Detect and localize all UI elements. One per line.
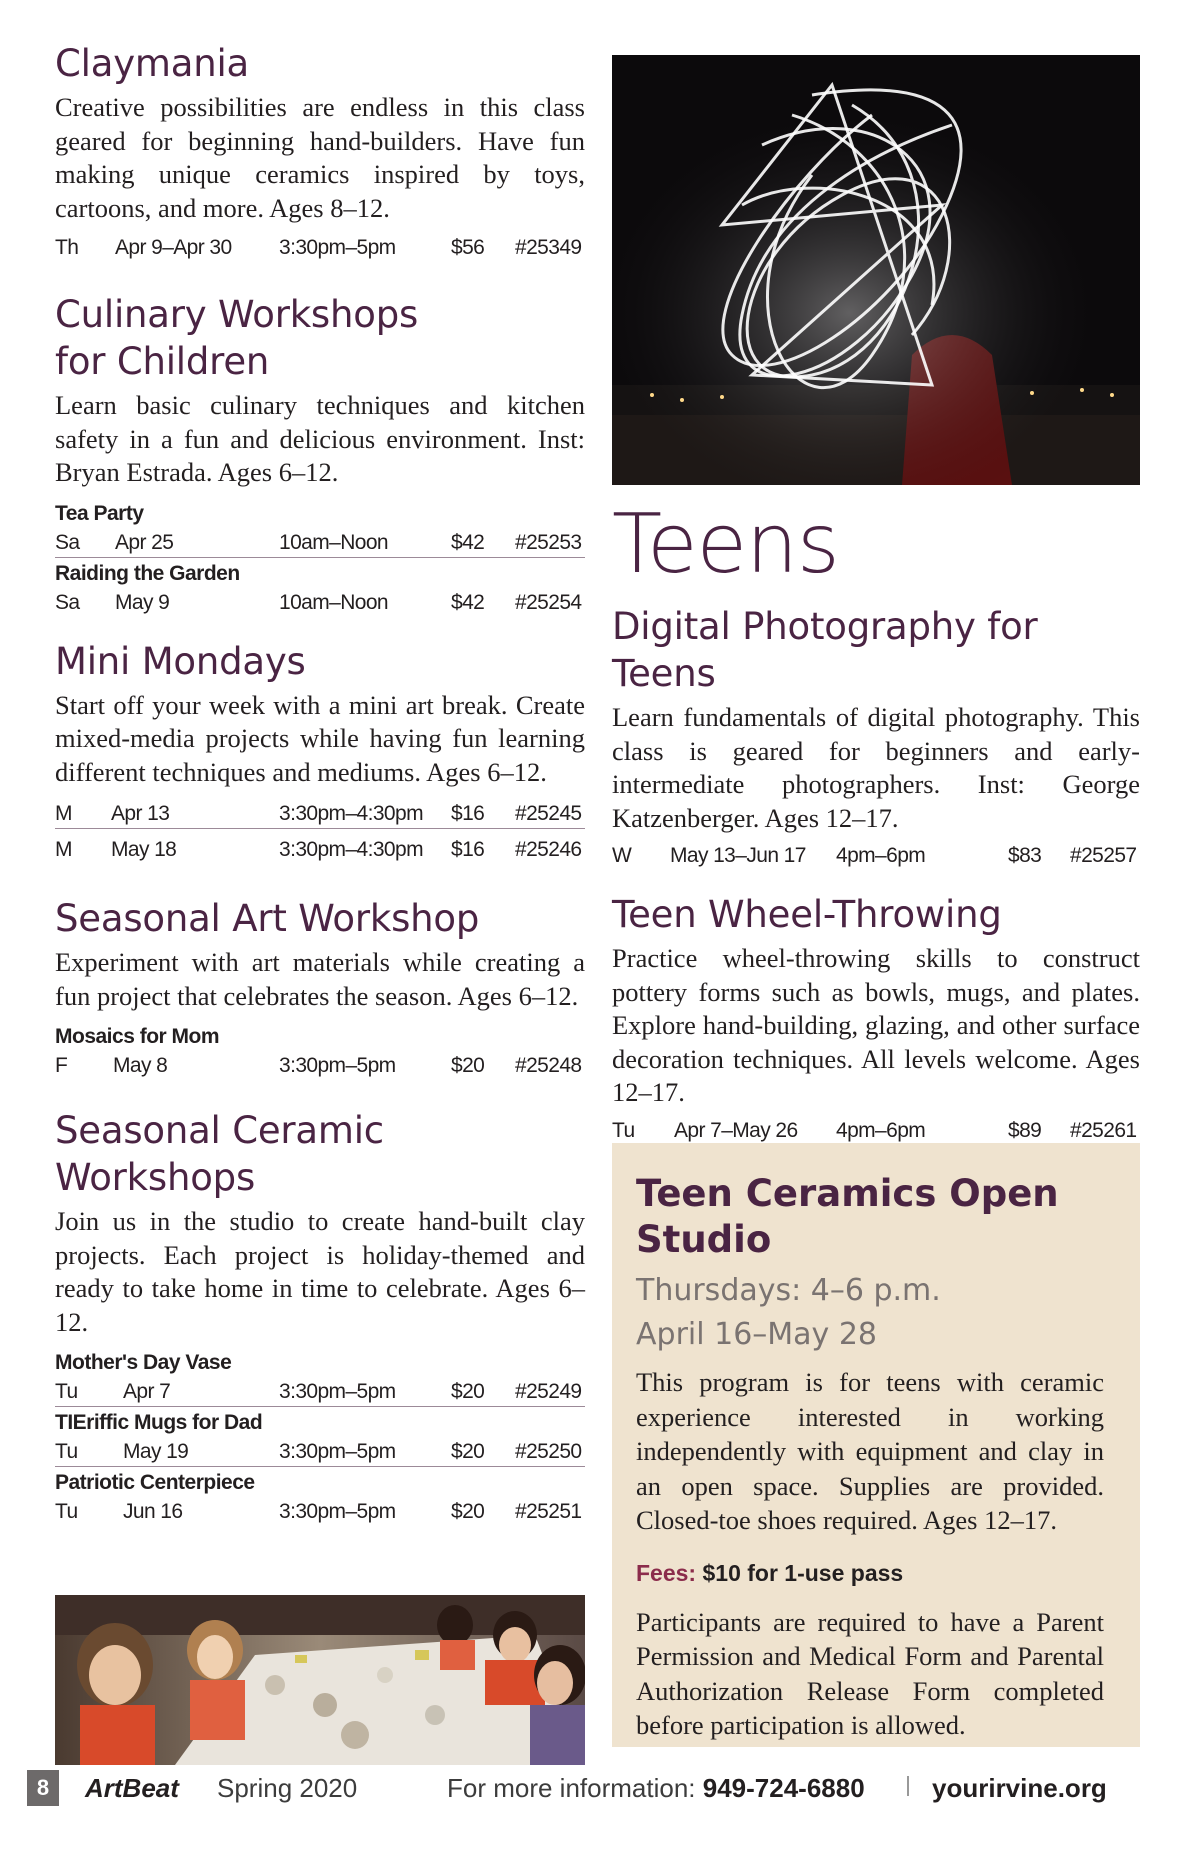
session-name: Raiding the Garden	[55, 561, 240, 585]
class-code: #25253	[515, 530, 582, 554]
class-row	[612, 841, 1140, 871]
contact-info	[447, 1770, 865, 1806]
session-name: Patriotic Centerpiece	[55, 1471, 255, 1494]
light-painting-photo	[612, 55, 1140, 485]
class-time: 3:30pm–4:30pm	[279, 838, 423, 861]
class-code: #25249	[515, 1380, 582, 1403]
claymania-title: Claymania	[55, 42, 250, 85]
class-row	[55, 588, 585, 618]
class-day: Th	[55, 236, 79, 259]
digital-photography-description: Learn fundamentals of digital photography. This class is geared for beginners and early-intermediate photographers. Inst: George Katzenberger. Ages 12–17.	[612, 702, 1140, 833]
class-day: Tu	[55, 1440, 78, 1463]
seasonal-ceramic-description: Join us in the studio to create hand-built clay projects. Each project is holiday-themed and ready to take home in time to celebrate. Ages 6–12.	[55, 1206, 585, 1337]
website-link[interactable]: yourirvine.org	[932, 1773, 1107, 1803]
class-date: May 18	[111, 838, 177, 861]
open-studio-box	[612, 1143, 1140, 1747]
class-day: Sa	[55, 590, 80, 614]
teens-section-title: Teens	[612, 497, 839, 592]
fees-label: Fees:	[636, 1559, 697, 1586]
class-date: May 8	[113, 1054, 168, 1077]
class-day: Tu	[612, 1118, 635, 1142]
class-date: Jun 16	[123, 1500, 183, 1523]
info-label: For more information:	[447, 1773, 696, 1803]
open-studio-note: Participants are required to have a Parent Permission and Medical Form and Parental Authorization Release Form completed before participation is allowed.	[636, 1606, 1104, 1740]
issue-season: Spring 2020	[217, 1773, 358, 1803]
class-row	[55, 799, 585, 829]
class-row	[55, 233, 585, 263]
class-fee: $20	[451, 1380, 485, 1403]
right-column	[612, 495, 1140, 1146]
class-time: 3:30pm–5pm	[279, 1440, 396, 1463]
class-day: M	[55, 838, 72, 861]
class-fee: $56	[451, 236, 485, 259]
class-day: W	[612, 844, 632, 867]
class-fee: $42	[451, 530, 485, 554]
claymania-description: Creative possibilities are endless in this class geared for beginning hand-builders. Have fun making unique ceramics inspired by toys, cartoons, and more. Ages 8–12.	[55, 92, 585, 223]
class-time: 3:30pm–5pm	[279, 1054, 396, 1077]
class-date: May 9	[115, 590, 170, 614]
class-row	[55, 528, 585, 558]
culinary-section	[55, 291, 585, 618]
class-code: #25246	[515, 838, 582, 861]
class-time: 4pm–6pm	[836, 844, 926, 867]
class-row	[55, 1497, 585, 1527]
culinary-title-line1: Culinary Workshops	[55, 293, 419, 336]
session-name: Mosaics for Mom	[55, 1025, 220, 1048]
class-fee: $89	[1008, 1118, 1042, 1142]
open-studio-fees	[636, 1560, 1104, 1587]
class-row	[612, 1116, 1140, 1146]
class-date: Apr 7–May 26	[674, 1118, 798, 1142]
class-row	[55, 1377, 585, 1407]
class-time: 3:30pm–5pm	[279, 1380, 396, 1403]
mini-mondays-title: Mini Mondays	[55, 639, 306, 683]
magazine-name: ArtBeat	[85, 1773, 179, 1803]
mini-mondays-description: Start off your week with a mini art break. Create mixed-media projects while having fun learning different techniques and mediums. Ages 6–12.	[55, 689, 585, 787]
seasonal-ceramic-title: Seasonal Ceramic Workshops	[55, 1109, 384, 1199]
wheel-throwing-title: Teen Wheel-Throwing	[612, 893, 1002, 936]
culinary-title	[55, 291, 585, 385]
class-date: Apr 25	[115, 530, 174, 554]
class-day: M	[55, 802, 72, 825]
digital-photography-title: Digital Photography for Teens	[612, 605, 1038, 695]
class-fee: $16	[451, 802, 485, 825]
left-column	[55, 40, 585, 1527]
page-footer	[27, 1770, 1173, 1806]
mini-mondays-section	[55, 638, 585, 866]
class-fee: $20	[451, 1500, 485, 1523]
open-studio-schedule-days: Thursdays: 4–6 p.m.	[636, 1273, 941, 1308]
seasonal-ceramic-section	[55, 1107, 585, 1527]
phone-number: 949-724-6880	[702, 1773, 865, 1803]
class-code: #25257	[1070, 844, 1137, 867]
session-name: Tea Party	[55, 501, 144, 525]
culinary-title-line2: for Children	[55, 340, 270, 383]
class-code: #25245	[515, 802, 582, 825]
children-ceramics-photo	[55, 1595, 585, 1765]
seasonal-art-title: Seasonal Art Workshop	[55, 897, 480, 940]
class-row	[55, 1051, 585, 1081]
class-time: 3:30pm–5pm	[279, 1500, 396, 1523]
class-code: #25261	[1070, 1118, 1137, 1142]
open-studio-description: This program is for teens with ceramic experience interested in working independently with equipment and clay in an open space. Supplies are provided. Closed-toe shoes required. Ages 12–17.	[636, 1367, 1104, 1535]
class-time: 3:30pm–5pm	[279, 236, 396, 259]
class-fee: $20	[451, 1440, 485, 1463]
class-date: May 19	[123, 1440, 189, 1463]
class-date: Apr 7	[123, 1380, 171, 1403]
fees-value: $10 for 1-use pass	[702, 1559, 904, 1586]
class-fee: $20	[451, 1054, 485, 1077]
class-time: 3:30pm–4:30pm	[279, 802, 423, 825]
class-code: #25248	[515, 1054, 582, 1077]
class-date: May 13–Jun 17	[670, 844, 806, 867]
class-day: Tu	[55, 1380, 78, 1403]
class-time: 10am–Noon	[279, 590, 389, 614]
seasonal-art-section	[55, 895, 585, 1081]
class-day: Tu	[55, 1500, 78, 1523]
class-day: F	[55, 1054, 68, 1077]
class-code: #25349	[515, 236, 582, 259]
seasonal-art-description: Experiment with art materials while creating a fun project that celebrates the season. Ages 6–12.	[55, 947, 585, 1011]
open-studio-schedule-dates: April 16–May 28	[636, 1317, 878, 1352]
class-code: #25254	[515, 590, 582, 614]
class-row	[55, 1437, 585, 1467]
wheel-throwing-description: Practice wheel-throwing skills to construct pottery forms such as bowls, mugs, and plates. Explore hand-building, glazing, and other surface decoration techniques. All levels welcome. Ages 12–17.	[612, 943, 1140, 1107]
class-code: #25250	[515, 1440, 582, 1463]
class-fee: $83	[1008, 844, 1042, 867]
page-number: 8	[27, 1770, 59, 1806]
class-code: #25251	[515, 1500, 582, 1523]
class-fee: $16	[451, 838, 485, 861]
open-studio-title: Teen Ceramics Open Studio	[636, 1172, 1059, 1261]
session-name: TIEriffic Mugs for Dad	[55, 1411, 263, 1434]
session-name: Mother's Day Vase	[55, 1351, 232, 1374]
class-fee: $42	[451, 590, 485, 614]
class-date: Apr 9–Apr 30	[115, 236, 232, 259]
class-time: 4pm–6pm	[836, 1118, 926, 1142]
class-date: Apr 13	[111, 802, 170, 825]
digital-photography-section	[612, 603, 1140, 871]
class-row	[55, 835, 585, 865]
claymania-section	[55, 40, 585, 263]
wheel-throwing-section	[612, 891, 1140, 1146]
class-time: 10am–Noon	[279, 530, 389, 554]
class-day: Sa	[55, 530, 80, 554]
culinary-description: Learn basic culinary techniques and kitchen safety in a fun and delicious environment. Inst: Bryan Estrada. Ages 6–12.	[55, 390, 585, 487]
footer-divider	[907, 1776, 909, 1796]
